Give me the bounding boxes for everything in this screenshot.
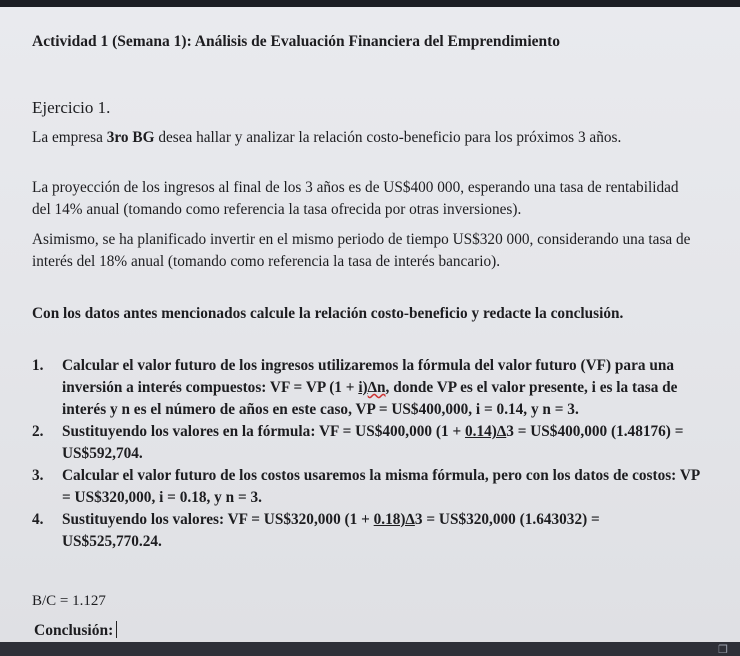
- top-bar: [0, 0, 740, 7]
- activity-title: Actividad 1 (Semana 1): Análisis de Evaluación Financiera del Emprendimiento: [32, 33, 561, 50]
- bc-ratio: B/C = 1.127: [32, 593, 106, 609]
- exercise-heading: Ejercicio 1.: [32, 98, 111, 117]
- conclusion-field[interactable]: Conclusión:: [34, 621, 117, 640]
- paragraph-company: La empresa 3ro BG desea hallar y analizar la relación costo-beneficio para los próximos 3 años.: [32, 129, 622, 146]
- paragraph-investment: Asimismo, se ha planificado invertir en el mismo periodo de tiempo US$320 000, considerando una tasa de interés del 18% anual (tomando como referencia la tasa de interés bancario).: [32, 231, 691, 270]
- list-item: 4. Sustituyendo los valores: VF = US$320,000 (1 + 0.18)∆3 = US$320,000 (1.643032) = US$525,770.24.: [32, 511, 600, 550]
- company-name: 3ro BG: [106, 129, 155, 146]
- list-item: 1. Calcular el valor futuro de los ingresos utilizaremos la fórmula del valor futuro (VF) para una inversión a interés compuestos: VF = VP (1 + i)∆n, donde VP es el valor presente, i es la tasa de interés y n es el número de años en este caso, VP = US$400,000, i = 0.14, y n = 3.: [32, 357, 678, 418]
- paragraph-income: La proyección de los ingresos al final de los 3 años es de US$400 000, esperando una tasa de rentabilidad del 14% anual (tomando como referencia la tasa ofrecida por otras inversiones).: [32, 179, 679, 218]
- text-cursor: [116, 621, 117, 638]
- window-control-icon: ❐: [718, 643, 728, 656]
- paragraph-instruction: Con los datos antes mencionados calcule la relación costo-beneficio y redacte la conclusión.: [32, 305, 624, 322]
- bottom-bar: [0, 642, 740, 656]
- list-item: 3. Calcular el valor futuro de los costos usaremos la misma fórmula, pero con los datos de costos: VP = US$320,000, i = 0.18, y n = 3.: [32, 467, 700, 506]
- steps-list: [32, 355, 702, 553]
- list-item: 2. Sustituyendo los valores en la fórmula: VF = US$400,000 (1 + 0.14)∆3 = US$400,000 (1.48176) = US$592,704.: [32, 423, 684, 462]
